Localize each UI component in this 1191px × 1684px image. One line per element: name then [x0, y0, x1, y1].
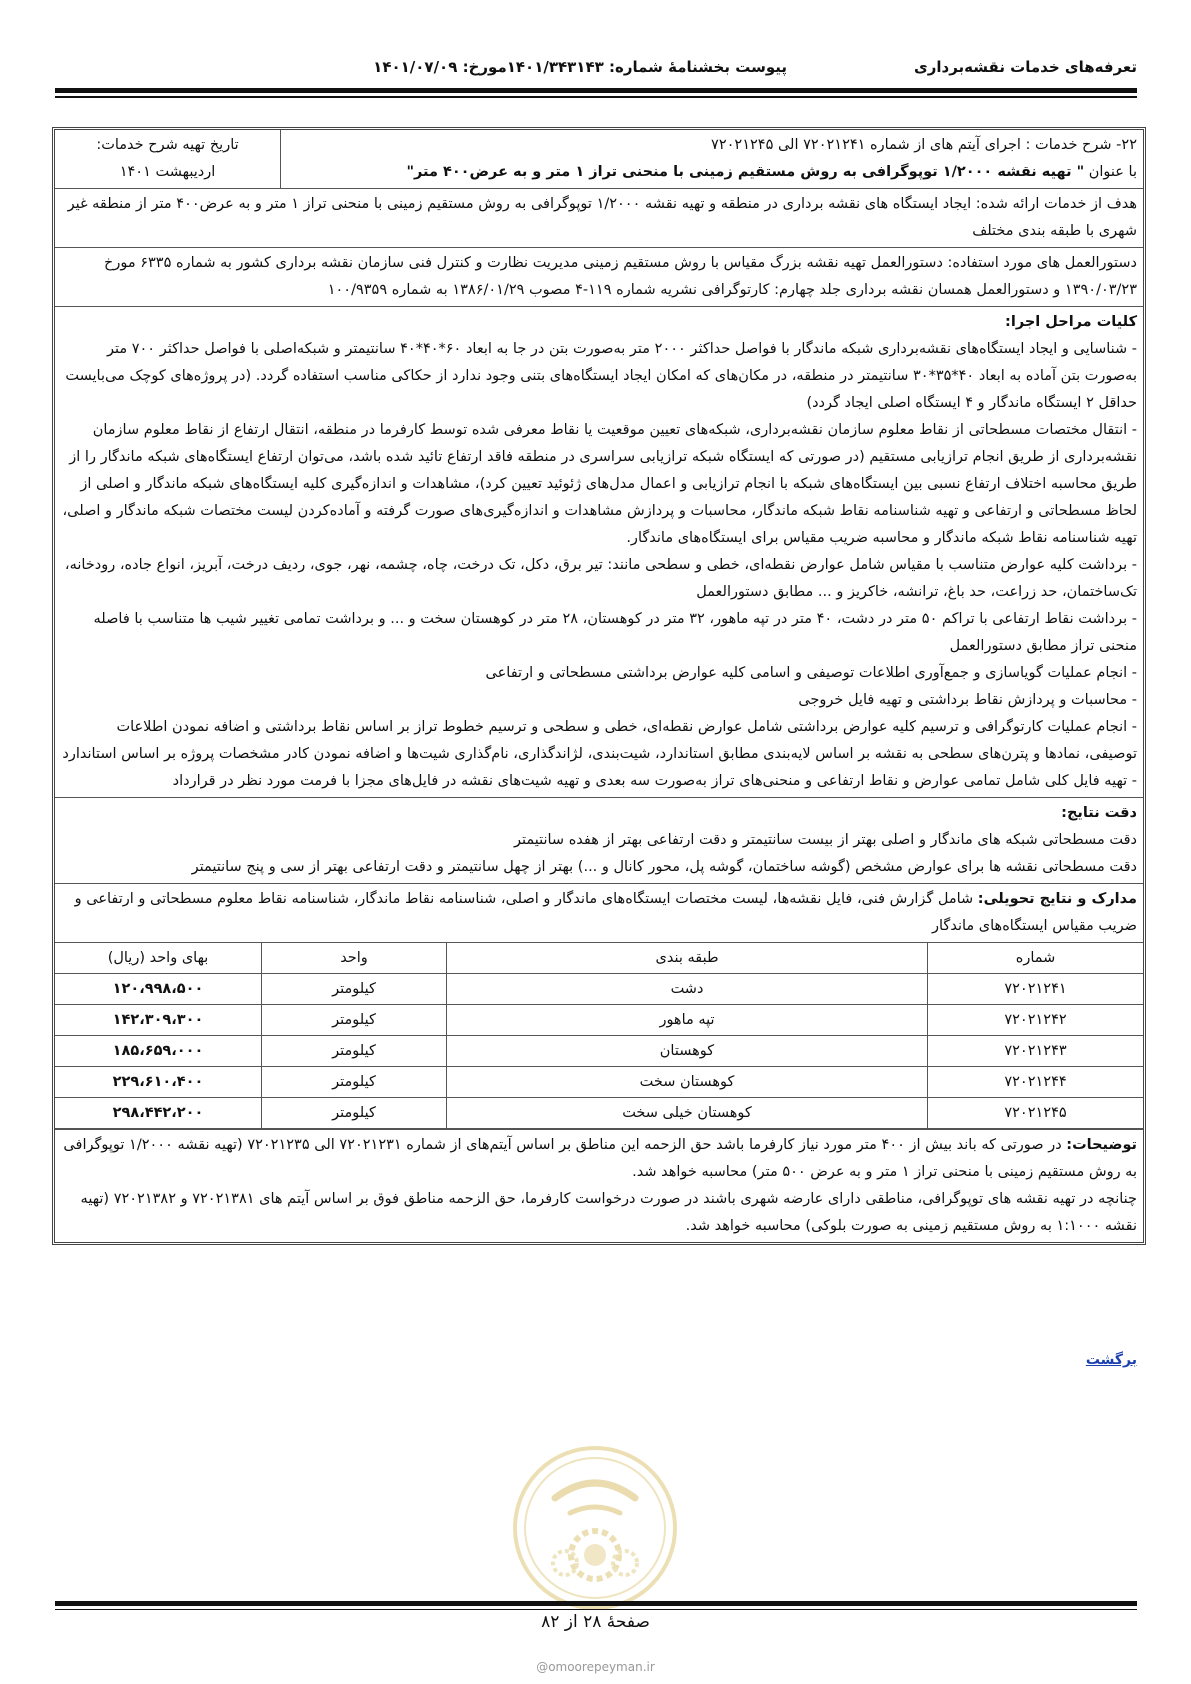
accuracy-line: دقت مسطحاتی نقشه ها برای عوارض مشخص (گوشه ساختمان، گوشه پل، محور کانال و ...) بهتر از چهل سانتیمتر و دقت ارتفاعی بهتر از سی و پنج سانتیمتر [191, 859, 1137, 875]
step-item: - تهیه فایل کلی شامل تمامی عوارض و نقاط ارتفاعی و منحنی‌های تراز به‌صورت سه بعدی و تهیه شیت‌های نقشه در فایل‌های مجزا با فرمت مورد نظر در قرارداد [172, 773, 1137, 789]
instructions-row [55, 248, 1143, 307]
goal-text: هدف از خدمات ارائه شده: ایجاد ایستگاه های نقشه برداری در منطقه و تهیه نقشه ۱/۲۰۰۰ توپوگرافی به روش مستقیم زمینی با منحنی تراز ۱ متر و به عرض۴۰۰ متر از منطقه غیر شهری با طبقه بندی مختلف [67, 196, 1137, 239]
service-desc-line1: ۲۲- شرح خدمات : اجرای آیتم های از شماره ۷۲۰۲۱۲۴۱ الی ۷۲۰۲۱۲۴۵ [711, 137, 1137, 153]
header-class: طبقه بندی [447, 943, 928, 974]
service-desc-line2 [287, 159, 1137, 186]
cell-unit: کیلومتر [262, 1067, 447, 1098]
header-rule-thin [55, 96, 1137, 98]
step-item: - برداشت نقاط ارتفاعی با تراکم ۵۰ متر در دشت، ۴۰ متر در تپه ماهور، ۳۲ متر در کوهستان، ۲۸ متر در کوهستان سخت و ... و برداشت تمامی تغییر شیب ها متناسب با فاصله منحنی تراز مطابق دستورالعمل [93, 611, 1137, 654]
date-label: تاریخ تهیه شرح خدمات: [96, 137, 239, 153]
cell-price: ۱۸۵،۶۵۹،۰۰۰ [55, 1036, 262, 1067]
site-watermark: @omoorepeyman.ir [536, 1660, 655, 1674]
table-row [55, 974, 1143, 1005]
step-item: - انتقال مختصات مسطحاتی از نقاط معلوم سازمان نقشه‌برداری، شبکه‌های تعیین موقعیت یا نقاط معرفی شده توسط کارفرما در منطقه، انتقال ارتفاع از نقاط معلوم سازمان نقشه‌برداری از طریق انجام ترازیابی مستقیم (در صورتی که ایستگاه شبکه ترازیابی سراسری در منطقه فاقد ارتفاع تائید شده باشد، می‌توان ارتفاع ایستگاه‌های شبکه ماندگار را از طریق محاسبه اختلاف ارتفاع نسبی بین ایستگاه‌های شبکه با انجام ترازیابی و اعمال مدل‌های ژئوئید تعیین کرد)، مشاهدات و اندازه‌گیری کلیه ایستگاه‌های شبکه ماندگار و اصلی از لحاظ مسطحاتی و ارتفاعی و تهیه شناسنامه نقاط شبکه ماندگار، محاسبات و پردازش مشاهدات و اندازه‌گیری‌های صورت گرفته و آماده‌کردن لیست مختصات شبکه ماندگار و اصلی، تهیه شناسنامه نقاط شبکه ماندگار و محاسبه ضریب مقیاس برای ایستگاه‌های ماندگار. [62, 422, 1137, 546]
header-title: تعرفه‌های خدمات نقشه‌برداری [913, 58, 1137, 76]
step-item: - انجام عملیات کارتوگرافی و ترسیم کلیه عوارض برداشتی شامل عوارض نقطه‌ای، خطی و سطحی و ترسیم خطوط تراز بر اساس نقاط برداشتی و اضافه نمودن اطلاعات توصیفی، نمادها و پترن‌های سطحی به نقشه بر اساس لایه‌بندی مطابق استاندارد، شیت‌بندی، لژاندگذاری، نام‌گذاری شیت‌ها و اضافه نمودن کادر مشخصات پروژه بر اساس استاندارد [62, 719, 1137, 762]
deliverables-body: شامل گزارش فنی، فایل نقشه‌ها، لیست مختصات ایستگاه‌های ماندگار و اصلی، شناسنامه نقاط ماندگار، شناسنامه نقاط معلوم مسطحاتی و ارتفاعی و ضریب مقیاس ایستگاه‌های ماندگار [74, 891, 1137, 934]
cell-code: ۷۲۰۲۱۲۴۵ [928, 1098, 1144, 1129]
cell-code: ۷۲۰۲۱۲۴۲ [928, 1005, 1144, 1036]
table-row [55, 1005, 1143, 1036]
notes-body1: در صورتی که باند بیش از ۴۰۰ متر مورد نیاز کارفرما باشد حق الزحمه این مناطق بر اساس آیتم‌های از شماره ۷۲۰۲۱۲۳۱ الی ۷۲۰۲۱۲۳۵ (تهیه نقشه ۱/۲۰۰۰ توپوگرافی به روش مستقیم زمینی با منحنی تراز ۱ متر و به عرض ۵۰۰ متر) محاسبه خواهد شد. [63, 1137, 1137, 1180]
page-number: صفحهٔ ۲۸ از ۸۲ [541, 1612, 650, 1632]
footer-rule [55, 1601, 1137, 1606]
steps-heading: کلیات مراحل اجرا: [1005, 314, 1137, 330]
page-header [55, 54, 1137, 80]
deliverables-text [61, 886, 1137, 940]
notes-row [55, 1130, 1143, 1242]
cell-class: کوهستان [447, 1036, 928, 1067]
step-item: - برداشت کلیه عوارض متناسب با مقیاس شامل عوارض نقطه‌ای، خطی و سطحی مانند: تیر برق، دکل، تک درخت، چاه، چشمه، نهر، جوی، ردیف درخت، آبریز، انواع جاده، رودخانه، تک‌ساختمان، حد زراعت، حد باغ، ترانشه، خاکریز و ... مطابق دستورالعمل [64, 557, 1137, 600]
header-rule [55, 88, 1137, 93]
deliverables-row [55, 884, 1143, 943]
cell-code: ۷۲۰۲۱۲۴۳ [928, 1036, 1144, 1067]
back-link[interactable]: برگشت [1085, 1352, 1137, 1368]
header-price: بهای واحد (ریال) [55, 943, 262, 974]
service-title: " تهیه نقشه ۱/۲۰۰۰ توپوگرافی به روش مستقیم زمینی با منحنی تراز ۱ متر و به عرض۴۰۰ متر" [406, 164, 1085, 180]
cell-unit: کیلومتر [262, 1036, 447, 1067]
footer-rule-thin [55, 1609, 1137, 1610]
goal-row [55, 189, 1143, 248]
cell-code: ۷۲۰۲۱۲۴۴ [928, 1067, 1144, 1098]
service-desc-prefix: با عنوان [1084, 164, 1137, 180]
service-title-row [55, 130, 1143, 189]
header-unit: واحد [262, 943, 447, 974]
cell-unit: کیلومتر [262, 974, 447, 1005]
service-table [52, 127, 1146, 1245]
notes-line1 [61, 1132, 1137, 1186]
accuracy-line: دقت مسطحاتی شبکه های ماندگار و اصلی بهتر از بیست سانتیمتر و دقت ارتفاعی بهتر از هفده سانتیمتر [513, 832, 1137, 848]
table-row [55, 1067, 1143, 1098]
steps-row [55, 307, 1143, 798]
table-row [55, 1098, 1143, 1129]
cell-class: دشت [447, 974, 928, 1005]
instructions-text: دستورالعمل های مورد استفاده: دستورالعمل تهیه نقشه بزرگ مقیاس با روش مستقیم زمینی مدیریت نظارت و کنترل فنی سازمان نقشه برداری کشور به شماره ۶۳۳۵ مورخ ۱۳۹۰/۰۳/۲۳ و دستورالعمل همسان نقشه برداری جلد چهارم: کارتوگرافی نشریه شماره ۱۱۹-۴ مصوب ۱۳۸۶/۰۱/۲۹ به شماره ۱۰۰/۹۳۵۹ [103, 255, 1137, 298]
step-item: - شناسایی و ایجاد ایستگاه‌های نقشه‌برداری شبکه ماندگار با فواصل حداکثر ۲۰۰۰ متر به‌صورت بتن در جا به ابعاد ۶۰*۴۰*۴۰ سانتیمتر و شبکه‌اصلی با فواصل حداکثر ۷۰۰ متر به‌صورت بتن آماده به ابعاد ۴۰*۳۵*۳۰ سانتیمتر در منطقه، در مکان‌های که امکان ایجاد ایستگاه‌های بتنی وجود ندارد از حکاکی مناسب استفاده گردد. (در پروژه‌های کوچک می‌بایست حداقل ۲ ایستگاه ماندگار و ۴ ایستگاه اصلی ایجاد گردد) [65, 341, 1137, 411]
cell-unit: کیلومتر [262, 1005, 447, 1036]
accuracy-heading: دقت نتایج: [1061, 805, 1137, 821]
cell-code: ۷۲۰۲۱۲۴۱ [928, 974, 1144, 1005]
step-item: - انجام عملیات گویاسازی و جمع‌آوری اطلاعات توصیفی و اسامی کلیه عوارض برداشتی مسطحاتی و ارتفاعی [485, 665, 1137, 681]
cell-class: کوهستان خیلی سخت [447, 1098, 928, 1129]
date-value: اردیبهشت ۱۴۰۱ [119, 164, 216, 180]
table-row [55, 1036, 1143, 1067]
price-table [55, 943, 1143, 1129]
seal-icon [510, 1443, 680, 1613]
service-date-cell [55, 130, 281, 188]
service-description [281, 130, 1143, 188]
notes-line2: چنانچه در تهیه نقشه های توپوگرافی، مناطقی دارای عارضه شهری باشند در صورت درخواست کارفرما، حق الزحمه مناطق فوق بر اساس آیتم های ۷۲۰۲۱۳۸۱ و ۷۲۰۲۱۳۸۲ (تهیه نقشه ۱:۱۰۰۰ به روش مستقیم زمینی به صورت بلوکی) محاسبه خواهد شد. [80, 1191, 1137, 1234]
accuracy-row [55, 798, 1143, 884]
notes-heading: توضیحات: [1066, 1137, 1137, 1153]
cell-price: ۱۲۰،۹۹۸،۵۰۰ [55, 974, 262, 1005]
cell-price: ۲۹۸،۴۴۲،۲۰۰ [55, 1098, 262, 1129]
header-code: شماره [928, 943, 1144, 974]
cell-price: ۲۲۹،۶۱۰،۴۰۰ [55, 1067, 262, 1098]
cell-class: تپه ماهور [447, 1005, 928, 1036]
cell-class: کوهستان سخت [447, 1067, 928, 1098]
step-item: - محاسبات و پردازش نقاط برداشتی و تهیه فایل خروجی [798, 692, 1137, 708]
cell-unit: کیلومتر [262, 1098, 447, 1129]
header-reference: پیوست بخشنامهٔ شماره: ۱۴۰۱/۳۴۳۱۴۳مورخ: ۱۴۰۱/۰۷/۰۹ [373, 58, 787, 76]
deliverables-heading: مدارک و نتایج تحویلی: [977, 891, 1137, 907]
price-table-row [55, 943, 1143, 1130]
cell-price: ۱۴۲،۳۰۹،۳۰۰ [55, 1005, 262, 1036]
price-table-header [55, 943, 1143, 974]
